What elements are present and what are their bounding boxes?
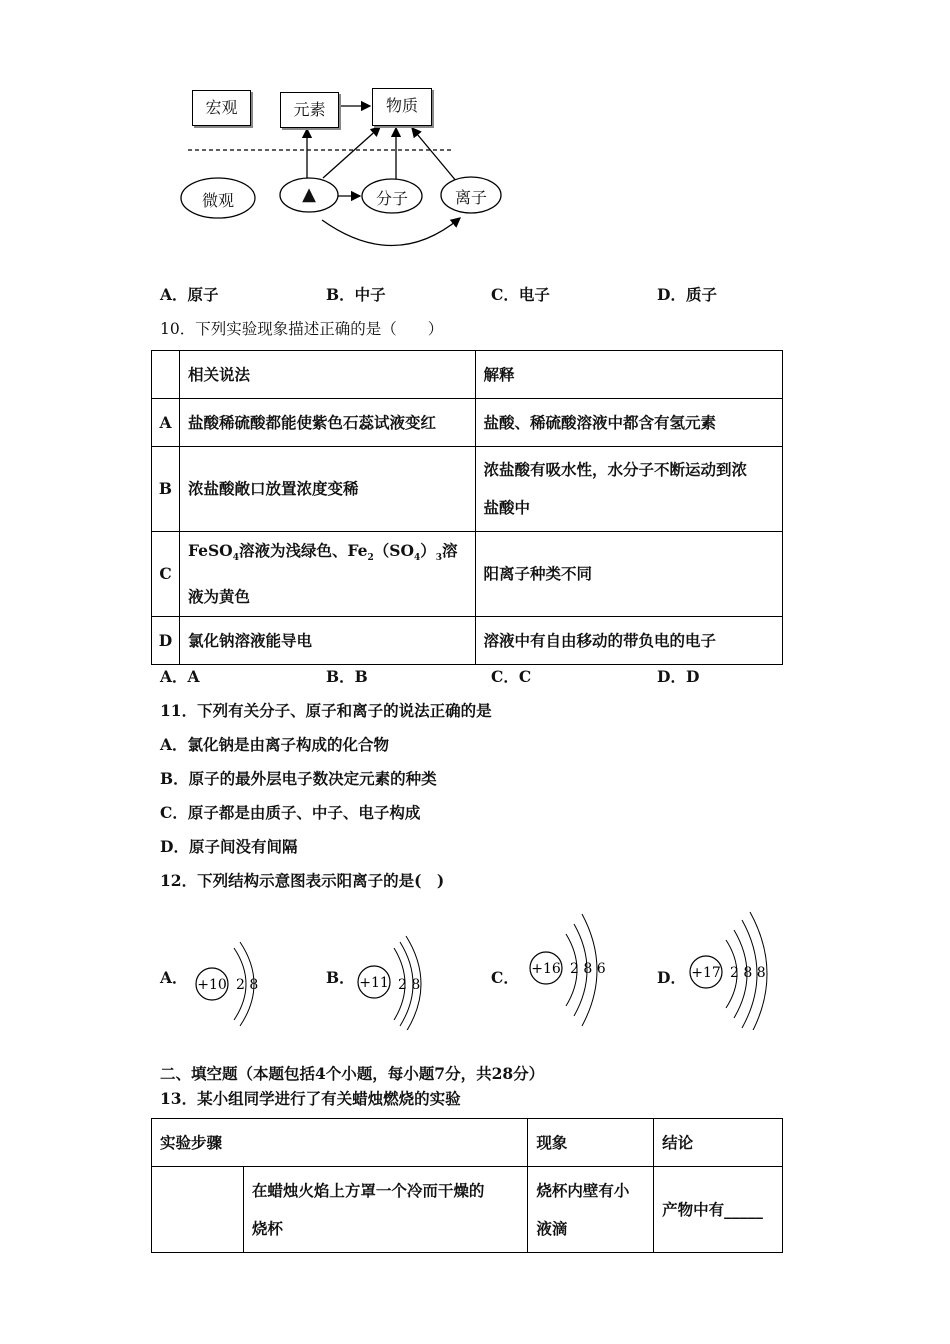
arrow-triangle-ion xyxy=(322,218,460,246)
row-conclusion[interactable]: 产物中有_____ xyxy=(654,1167,783,1253)
atom-diagram-d xyxy=(690,912,767,1030)
q10-option-a: A．A xyxy=(160,667,200,686)
element-box: 元素 xyxy=(280,92,339,128)
q9-option-b: B．中子 xyxy=(326,285,386,304)
electron-counts: 2 8 8 xyxy=(730,965,766,981)
row-blank xyxy=(152,1167,244,1253)
q12-option-d-letter: D． xyxy=(657,968,686,987)
claim-so4: （SO xyxy=(373,541,414,561)
table-row xyxy=(152,447,783,532)
row-explain: 溶液中有自由移动的带负电的电子 xyxy=(475,617,782,665)
claim-tail: 溶 xyxy=(442,541,458,561)
row-claim xyxy=(179,532,475,617)
nucleus-charge: +10 xyxy=(197,977,227,993)
q11-stem: 11．下列有关分子、原子和离子的说法正确的是 xyxy=(160,701,492,720)
table-row xyxy=(152,617,783,665)
row-claim: 盐酸稀硫酸都能使紫色石蕊试液变红 xyxy=(179,399,475,447)
table-row xyxy=(152,532,783,617)
q10-option-c: C．C xyxy=(491,667,532,686)
row-claim: 氯化钠溶液能导电 xyxy=(179,617,475,665)
header-conclusion: 结论 xyxy=(654,1119,783,1167)
claim-end: ） xyxy=(420,541,436,561)
q11-option-b: B．原子的最外层电子数决定元素的种类 xyxy=(160,769,437,788)
q11-option-d: D．原子间没有间隔 xyxy=(160,837,298,856)
row-step xyxy=(243,1167,527,1253)
q12-stem: 12．下列结构示意图表示阳离子的是( ) xyxy=(160,871,445,890)
row-explain: 盐酸、稀硫酸溶液中都含有氢元素 xyxy=(475,399,782,447)
q9-option-c: C．电子 xyxy=(491,285,550,304)
table-row xyxy=(152,1119,783,1167)
q13-stem: 13．某小组同学进行了有关蜡烛燃烧的实验 xyxy=(160,1089,461,1108)
step-line-2: 烧杯 xyxy=(251,1218,283,1238)
header-explain: 解释 xyxy=(475,351,782,399)
header-blank xyxy=(152,351,180,399)
explain-line-1: 浓盐酸有吸水性，水分子不断运动到浓 xyxy=(483,460,748,479)
fe-so4: FeSO xyxy=(187,541,233,561)
table-row xyxy=(152,399,783,447)
q11-option-c: C．原子都是由质子、中子、电子构成 xyxy=(160,803,421,822)
electron-counts: 2 8 xyxy=(398,977,421,993)
step-line-1: 在蜡烛火焰上方罩一个冷而干燥的 xyxy=(251,1180,485,1200)
substance-box: 物质 xyxy=(372,88,432,126)
table-row xyxy=(152,351,783,399)
row-explain: 阳离子种类不同 xyxy=(475,532,782,617)
row-letter: D xyxy=(152,617,180,665)
q9-option-d: D．质子 xyxy=(657,285,717,304)
micro-label: 微观 xyxy=(201,191,234,210)
row-claim: 浓盐酸敞口放置浓度变稀 xyxy=(179,447,475,532)
q9-option-a: A．原子 xyxy=(160,285,219,304)
molecule-label: 分子 xyxy=(375,189,408,208)
nucleus-charge: +17 xyxy=(691,965,721,981)
electron-counts: 2 8 6 xyxy=(570,961,606,977)
phenomenon-line-2: 液滴 xyxy=(536,1218,568,1238)
table-row xyxy=(152,1167,783,1253)
q11-option-a: A．氯化钠是由离子构成的化合物 xyxy=(160,735,390,754)
q12-option-a-letter: A． xyxy=(160,968,188,987)
header-phenomenon: 现象 xyxy=(528,1119,654,1167)
q10-option-d: D．D xyxy=(657,667,700,686)
electron-counts: 2 8 xyxy=(236,977,259,993)
row-letter: C xyxy=(152,532,180,617)
atom-diagram-c xyxy=(530,914,606,1026)
row-explain xyxy=(475,447,782,532)
header-step: 实验步骤 xyxy=(152,1119,528,1167)
section2-title: 二、填空题（本题包括4个小题，每小题7分，共28分） xyxy=(160,1064,545,1083)
atom-structure-diagrams xyxy=(0,900,950,1030)
macro-box: 宏观 xyxy=(192,90,251,126)
claim-mid: 溶液为浅绿色、Fe xyxy=(238,541,368,561)
claim-line-2: 液为黄色 xyxy=(187,586,250,606)
q10-table xyxy=(151,350,783,665)
q10-option-b: B．B xyxy=(326,667,368,686)
q12-option-c-letter: C． xyxy=(491,968,519,987)
row-letter: A xyxy=(152,399,180,447)
diagram-lines xyxy=(0,0,950,270)
q12-option-b-letter: B． xyxy=(326,968,355,987)
q13-table xyxy=(151,1118,783,1253)
triangle-label: ▲ xyxy=(302,184,316,205)
nucleus-charge: +11 xyxy=(359,975,389,991)
nucleus-charge: +16 xyxy=(531,961,561,977)
atom-diagram-b xyxy=(358,936,421,1030)
claim-line-1: FeSO$_4$溶液为浅绿色、$Fe_2(SO_4)_3$溶 xyxy=(187,541,458,564)
header-claim: 相关说法 xyxy=(179,351,475,399)
arrow-triangle-substance xyxy=(323,127,380,178)
arrow-ion-substance xyxy=(412,128,457,182)
q10-stem: 10．下列实验现象描述正确的是（ ） xyxy=(160,320,444,338)
row-phenomenon xyxy=(528,1167,654,1253)
ion-label: 离子 xyxy=(454,188,487,207)
explain-line-2: 盐酸中 xyxy=(483,498,531,517)
row-letter: B xyxy=(152,447,180,532)
phenomenon-line-1: 烧杯内壁有小 xyxy=(536,1180,630,1200)
atom-diagram-a xyxy=(196,942,258,1026)
